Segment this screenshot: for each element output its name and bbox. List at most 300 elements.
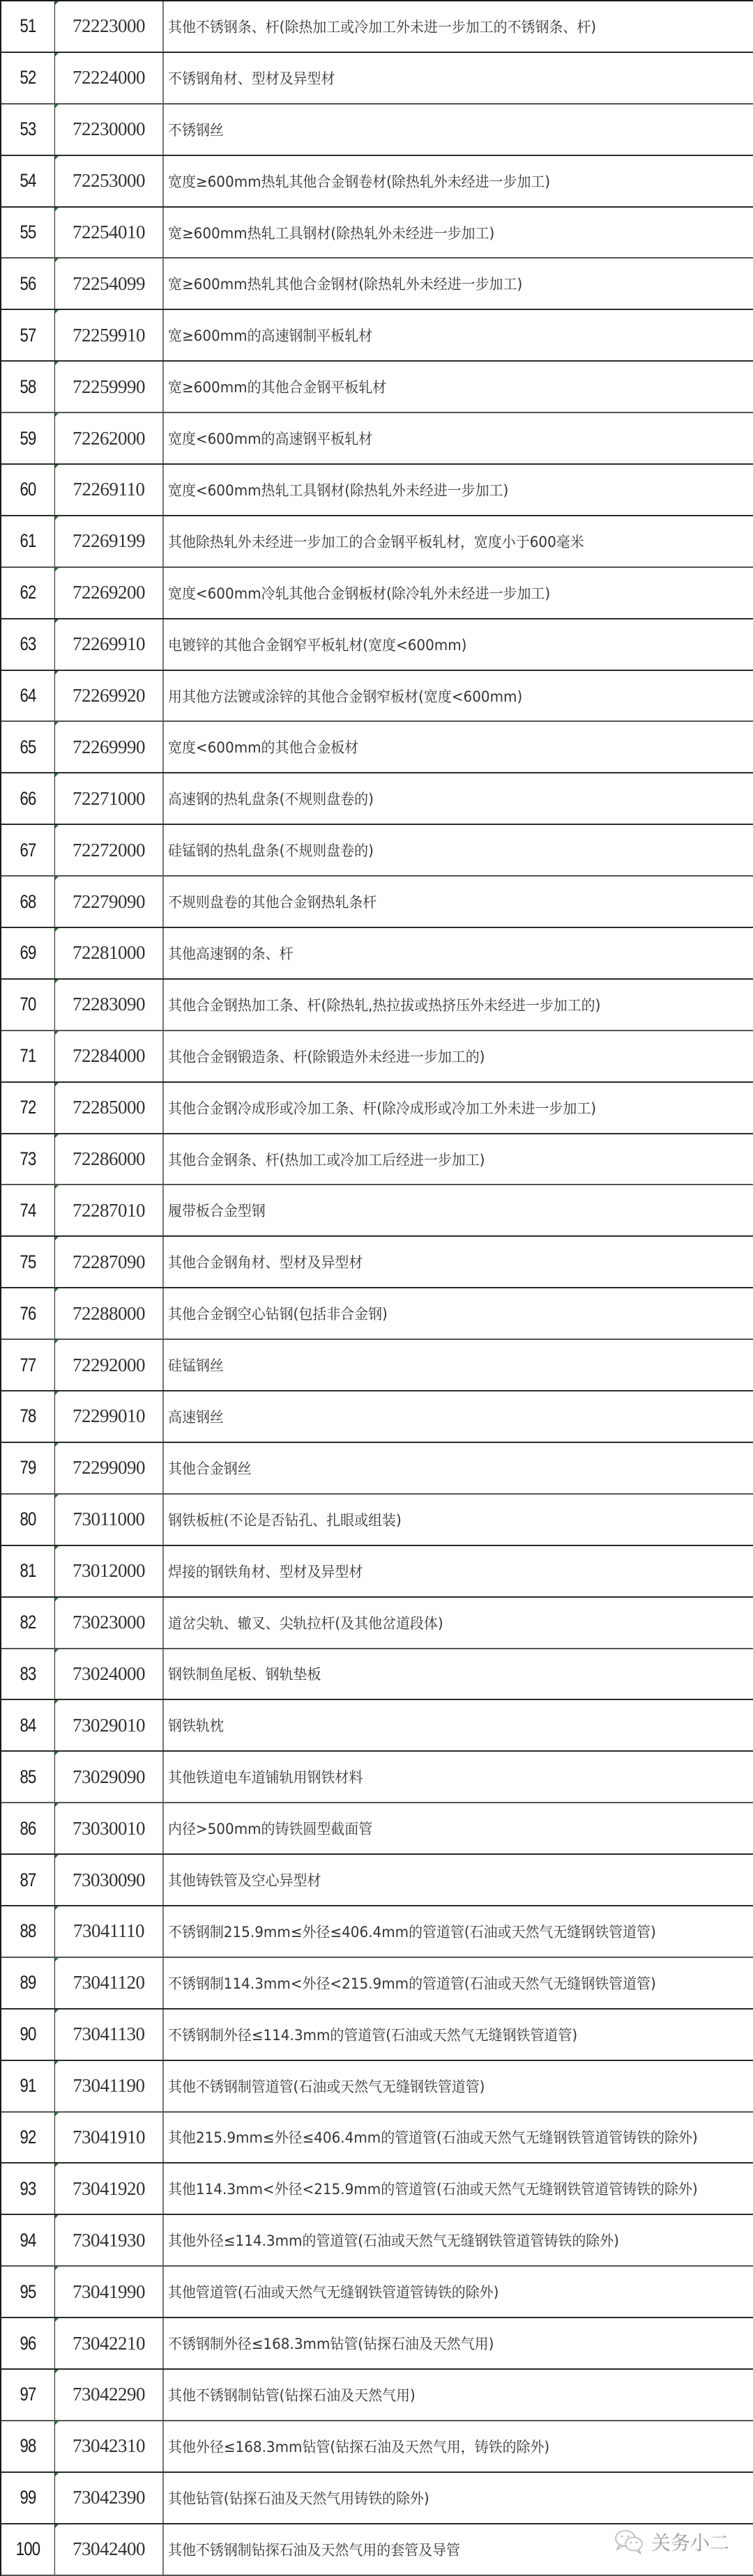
product-description-text: 宽≥600mm热轧其他合金钢材(除热轧外未经进一步加工) [168,276,523,293]
hs-code [54,1958,162,2008]
row-number: 51 [20,15,36,37]
hs-code [54,465,162,515]
hs-code [54,2113,162,2163]
product-description-text: 宽≥600mm的其他合金钢平板轧材 [168,379,387,396]
row-number: 68 [20,890,36,912]
product-description-text: 内径>500mm的铸铁圆型截面管 [168,1821,373,1838]
table-row [1,259,753,310]
row-number: 82 [20,1612,36,1633]
cell-corner-marker [55,53,59,56]
cell-corner-marker [55,1906,59,1910]
product-description [162,2318,753,2368]
table-row [1,208,753,259]
hs-code [54,1443,162,1493]
row-number: 81 [20,1560,36,1582]
hs-code [54,156,162,206]
hs-code-text: 73024000 [73,1663,145,1684]
cell-corner-marker [55,619,59,623]
row-number: 70 [20,994,36,1015]
row-number: 65 [20,736,36,757]
product-description-text: 其他合金钢角材、型材及异型材 [168,1254,363,1272]
product-description [162,877,753,927]
row-number: 86 [20,1817,36,1839]
hs-code [54,773,162,824]
row-number: 58 [20,376,36,397]
cell-corner-marker [55,2010,59,2013]
hs-code [54,2524,162,2575]
hs-code [54,671,162,721]
hs-code [54,208,162,258]
product-description-text: 其他管道管(石油或天然气无缝钢铁管道管铸铁的除外) [168,2284,499,2301]
product-description [162,516,753,566]
hs-code-text: 73042390 [73,2487,145,2508]
table-row [1,1288,753,1340]
table-row [1,1906,753,1958]
hs-code [54,928,162,978]
cell-corner-marker [55,1855,59,1858]
product-description-text: 履带板合金型钢 [168,1203,266,1220]
row-number: 76 [20,1302,36,1324]
table-row [1,2164,753,2215]
table-row [1,2370,753,2421]
hs-code [54,722,162,772]
cell-corner-marker [55,1443,59,1447]
product-description-text: 硅锰钢丝 [168,1357,224,1375]
table-row [1,1185,753,1237]
hs-code-text: 72253000 [73,170,145,192]
row-number: 64 [20,685,36,707]
row-number: 61 [20,530,36,552]
row-number: 97 [20,2384,36,2405]
hs-code-text: 72286000 [73,1148,145,1170]
hs-code-text: 72269200 [73,582,145,603]
hs-code-text: 73042210 [73,2332,145,2354]
row-number: 56 [20,272,36,294]
product-description-text: 其他钻管(钻探石油及天然气用铸铁的除外) [168,2490,429,2507]
cell-corner-marker [55,773,59,777]
hs-code-text: 73012000 [73,1560,145,1582]
product-description-text: 其他除热轧外未经进一步加工的合金钢平板轧材，宽度小于600毫米 [168,533,584,550]
hs-code-text: 72279090 [73,890,145,912]
hs-code-text: 72224000 [73,67,145,88]
hs-code [54,2421,162,2471]
wechat-icon [614,2528,646,2556]
cell-corner-marker [55,2061,59,2065]
product-description [162,310,753,360]
hs-code-text: 73041930 [73,2229,145,2251]
row-number: 92 [20,2126,36,2147]
hs-code [54,1237,162,1287]
table-row [1,1443,753,1495]
product-description-text: 宽度<600mm热轧工具钢材(除热轧外未经进一步加工) [168,481,509,499]
cell-corner-marker [55,671,59,674]
row-number: 83 [20,1663,36,1684]
table-row [1,2421,753,2473]
row-number: 75 [20,1251,36,1272]
cell-corner-marker [55,2113,59,2116]
table-row [1,2215,753,2267]
product-description [162,1237,753,1287]
cell-corner-marker [55,156,59,160]
product-description-text: 其他合金钢冷成形或冷加工条、杆(除冷成形或冷加工外未进一步加工) [168,1100,597,1117]
hs-code-text: 72269110 [73,479,145,500]
hs-code-text: 73029090 [73,1766,145,1787]
table-row [1,773,753,825]
product-description [162,1134,753,1185]
cell-corner-marker [55,1237,59,1240]
cell-corner-marker [55,1,59,5]
hs-code [54,1546,162,1596]
row-number: 67 [20,839,36,861]
hs-code-text: 73030010 [73,1817,145,1839]
product-description [162,773,753,824]
row-number: 98 [20,2435,36,2457]
hs-code-text: 73042290 [73,2384,145,2405]
hs-code [54,1031,162,1081]
hs-code-text: 73041130 [73,2023,145,2045]
hs-code [54,413,162,463]
hs-code-text: 73041990 [73,2281,145,2302]
watermark-text: 关务小二 [651,2531,729,2554]
hs-code-text: 72230000 [73,118,145,140]
hs-code-text: 72272000 [73,839,145,861]
product-description-text: 不锈钢丝 [168,121,224,139]
table-row [1,1700,753,1752]
hs-code [54,825,162,875]
table-row [1,1649,753,1701]
table-row [1,2010,753,2061]
product-description [162,1391,753,1442]
product-description-text: 其他不锈钢制钻管(钻探石油及天然气用) [168,2386,416,2404]
hs-code-text: 72283090 [73,994,145,1015]
cell-corner-marker [55,877,59,880]
product-description-text: 不锈钢制外径≤114.3mm的管道管(石油或天然气无缝钢铁管道管) [168,2026,578,2044]
row-number: 53 [20,118,36,140]
hs-code-text: 72287010 [73,1199,145,1221]
hs-code-text: 72269910 [73,633,145,655]
product-description-text: 宽度<600mm的高速钢平板轧材 [168,431,373,448]
table-row [1,53,753,105]
product-description [162,2473,753,2523]
product-description-text: 其他不锈钢制钻探石油及天然气用的套管及导管 [168,2541,460,2559]
product-description [162,1031,753,1081]
hs-code [54,2370,162,2420]
product-description [162,1958,753,2008]
product-description [162,2215,753,2265]
product-description-text: 其他外径≤168.3mm钻管(钻探石油及天然气用，铸铁的除外) [168,2438,550,2455]
table-row [1,1391,753,1443]
cell-corner-marker [55,310,59,314]
row-number: 74 [20,1199,36,1221]
hs-code-text: 72269920 [73,685,145,707]
hs-code-text: 73041910 [73,2126,145,2147]
hs-code-text: 73042400 [73,2538,145,2560]
cell-corner-marker [55,1546,59,1550]
hs-code-text: 73041120 [73,1972,145,1993]
product-description [162,259,753,309]
cell-corner-marker [55,413,59,417]
cell-corner-marker [55,105,59,108]
table-row [1,1340,753,1391]
product-description-text: 钢铁轨枕 [168,1718,224,1735]
cell-corner-marker [55,568,59,571]
hs-code [54,362,162,412]
watermark [614,2528,729,2556]
hs-code [54,1134,162,1185]
row-number: 77 [20,1354,36,1375]
product-description-text: 宽≥600mm的高速钢制平板轧材 [168,327,373,345]
hs-code-text: 73030090 [73,1869,145,1890]
hs-code [54,516,162,566]
row-number: 84 [20,1714,36,1736]
product-description [162,156,753,206]
product-description-text: 高速钢的热轧盘条(不规则盘卷的) [168,791,374,808]
hs-code-text: 72223000 [73,15,145,37]
hs-code-text: 72254099 [73,272,145,294]
product-description [162,1855,753,1905]
table-row [1,722,753,773]
row-number: 52 [20,67,36,88]
hs-code [54,980,162,1030]
product-description [162,619,753,670]
product-description [162,722,753,772]
hs-code [54,2267,162,2317]
product-description-text: 不锈钢制外径≤168.3mm钻管(钻探石油及天然气用) [168,2336,494,2353]
table-row [1,105,753,156]
table-row [1,1083,753,1134]
cell-corner-marker [55,259,59,262]
cell-corner-marker [55,1031,59,1035]
product-description-text: 其他外径≤114.3mm的管道管(石油或天然气无缝钢铁管道管铸铁的除外) [168,2232,619,2250]
hs-code [54,1598,162,1648]
product-description [162,568,753,618]
product-description [162,1546,753,1596]
hs-code [54,568,162,618]
hs-code [54,259,162,309]
hs-code [54,1803,162,1853]
row-number: 78 [20,1405,36,1427]
table-row [1,1598,753,1649]
row-number: 72 [20,1097,36,1118]
table-row [1,516,753,568]
cell-corner-marker [55,2215,59,2219]
hs-code-text: 72259910 [73,324,145,346]
product-description [162,1649,753,1699]
hs-code-text: 72271000 [73,787,145,809]
cell-corner-marker [55,2164,59,2167]
hs-code [54,2318,162,2368]
hs-code [54,2164,162,2214]
table-row [1,2318,753,2370]
product-description-text: 其他高速钢的条、杆 [168,945,294,962]
product-description-text: 其他合金钢锻造条、杆(除锻造外未经进一步加工的) [168,1048,485,1065]
product-description-text: 不锈钢角材、型材及异型材 [168,70,335,87]
hs-code-text: 72262000 [73,427,145,449]
table-row [1,1546,753,1598]
cell-corner-marker [55,208,59,211]
row-number: 59 [20,427,36,449]
row-number: 99 [20,2487,36,2508]
row-number: 63 [20,633,36,655]
product-description [162,1598,753,1648]
cell-corner-marker [55,1649,59,1653]
product-description-text: 其他铸铁管及空心异型材 [168,1872,321,1889]
product-description-text: 宽度≥600mm热轧其他合金钢卷材(除热轧外未经进一步加工) [168,173,551,190]
product-description [162,1495,753,1545]
cell-corner-marker [55,1598,59,1601]
hs-code [54,2061,162,2111]
product-description-text: 其他铁道电车道铺轨用钢铁材料 [168,1769,363,1787]
hs-code [54,877,162,927]
hs-code-text: 72299090 [73,1457,145,1479]
product-description-text: 钢铁制鱼尾板、钢轨垫板 [168,1666,321,1683]
cell-corner-marker [55,825,59,828]
cell-corner-marker [55,1803,59,1807]
table-row [1,1752,753,1803]
table-row [1,2267,753,2318]
cell-corner-marker [55,362,59,365]
product-description [162,2267,753,2317]
product-description [162,1288,753,1339]
cell-corner-marker [55,1185,59,1189]
hs-code [54,1906,162,1957]
hs-code-text: 72292000 [73,1354,145,1375]
hs-code [54,1,162,52]
row-number: 80 [20,1509,36,1530]
product-description-text: 其他合金钢热加工条、杆(除热轧,热拉拔或热挤压外未经进一步加工的) [168,996,601,1014]
hs-code [54,1700,162,1750]
hs-code-text: 72269199 [73,530,145,552]
row-number: 96 [20,2332,36,2354]
row-number: 62 [20,582,36,603]
table-row [1,310,753,362]
hs-code-text: 73011000 [73,1509,145,1530]
product-description-text: 道岔尖轨、辙叉、尖轨拉杆(及其他岔道段体) [168,1614,443,1632]
product-description [162,1803,753,1853]
table-row [1,1031,753,1083]
row-number: 94 [20,2229,36,2251]
row-number: 89 [20,1972,36,1993]
hs-code [54,1391,162,1442]
table-row [1,1958,753,2010]
row-number: 88 [20,1920,36,1942]
product-description [162,2370,753,2420]
product-description [162,2061,753,2111]
hs-code [54,2473,162,2523]
row-number: 85 [20,1766,36,1787]
hs-code [54,2010,162,2060]
row-number: 90 [20,2023,36,2045]
hs-code [54,53,162,103]
table-row [1,1495,753,1546]
row-number: 57 [20,324,36,346]
product-description [162,1443,753,1493]
hs-code-text: 73041920 [73,2177,145,2199]
row-number: 95 [20,2281,36,2302]
hs-code [54,1083,162,1133]
hs-code [54,310,162,360]
table-row [1,980,753,1031]
product-description-text: 高速钢丝 [168,1408,224,1426]
cell-corner-marker [55,928,59,932]
table-row [1,413,753,465]
product-description [162,671,753,721]
product-description-text: 焊接的钢铁角材、型材及异型材 [168,1563,363,1580]
row-number: 91 [20,2075,36,2097]
table-row [1,2473,753,2524]
cell-corner-marker [55,1958,59,1961]
product-description-text: 其他不锈钢制管道管(石油或天然气无缝钢铁管道管) [168,2078,485,2095]
product-description-text: 其他215.9mm≤外径≤406.4mm的管道管(石油或天然气无缝钢铁管道管铸铁的除外) [168,2129,698,2147]
table-row [1,928,753,980]
product-description-text: 电镀锌的其他合金钢窄平板轧材(宽度<600mm) [168,636,467,654]
cell-corner-marker [55,1340,59,1343]
cell-corner-marker [55,980,59,983]
cell-corner-marker [55,2370,59,2373]
table-row [1,2061,753,2113]
product-description [162,465,753,515]
product-description [162,2421,753,2471]
product-description [162,413,753,463]
product-description-text: 用其他方法镀或涂锌的其他合金钢窄板材(宽度<600mm) [168,688,523,705]
hs-code [54,1649,162,1699]
hs-code-text: 72285000 [73,1097,145,1118]
hs-code-text: 72299010 [73,1405,145,1427]
product-description-text: 其他合金钢条、杆(热加工或冷加工后经进一步加工) [168,1151,485,1169]
hs-code [54,2215,162,2265]
hs-code [54,619,162,670]
product-description-text: 不锈钢制215.9mm≤外径≤406.4mm的管道管(石油或天然气无缝钢铁管道管) [168,1923,656,1941]
cell-corner-marker [55,1391,59,1395]
row-number: 87 [20,1869,36,1890]
row-number: 93 [20,2177,36,2199]
product-description-text: 其他合金钢空心钻钢(包括非合金钢) [168,1306,388,1323]
table-row [1,619,753,671]
product-description [162,2164,753,2214]
hs-code-text: 72254010 [73,222,145,242]
table-row [1,877,753,928]
hs-code-text: 72288000 [73,1302,145,1324]
table-row [1,362,753,413]
hs-code-text: 72281000 [73,942,145,964]
table-row [1,465,753,516]
cell-corner-marker [55,1495,59,1498]
product-description [162,980,753,1030]
cell-corner-marker [55,516,59,520]
cell-corner-marker [55,1700,59,1704]
row-number: 73 [20,1148,36,1170]
hs-code [54,1752,162,1802]
product-description [162,825,753,875]
product-description-text: 硅锰钢的热轧盘条(不规则盘卷的) [168,842,374,860]
cell-corner-marker [55,1134,59,1138]
cell-corner-marker [55,465,59,468]
hs-code [54,1340,162,1390]
hs-code-text: 73023000 [73,1612,145,1633]
cell-corner-marker [55,2524,59,2528]
hs-code [54,1495,162,1545]
product-description [162,1700,753,1750]
cell-corner-marker [55,2267,59,2270]
hs-code [54,1288,162,1339]
product-description [162,105,753,155]
product-description [162,2010,753,2060]
product-description [162,53,753,103]
product-description [162,208,753,258]
product-description [162,1185,753,1235]
product-description-text: 不锈钢制114.3mm<外径<215.9mm的管道管(石油或天然气无缝钢铁管道管) [168,1975,656,1992]
hs-code [54,1855,162,1905]
